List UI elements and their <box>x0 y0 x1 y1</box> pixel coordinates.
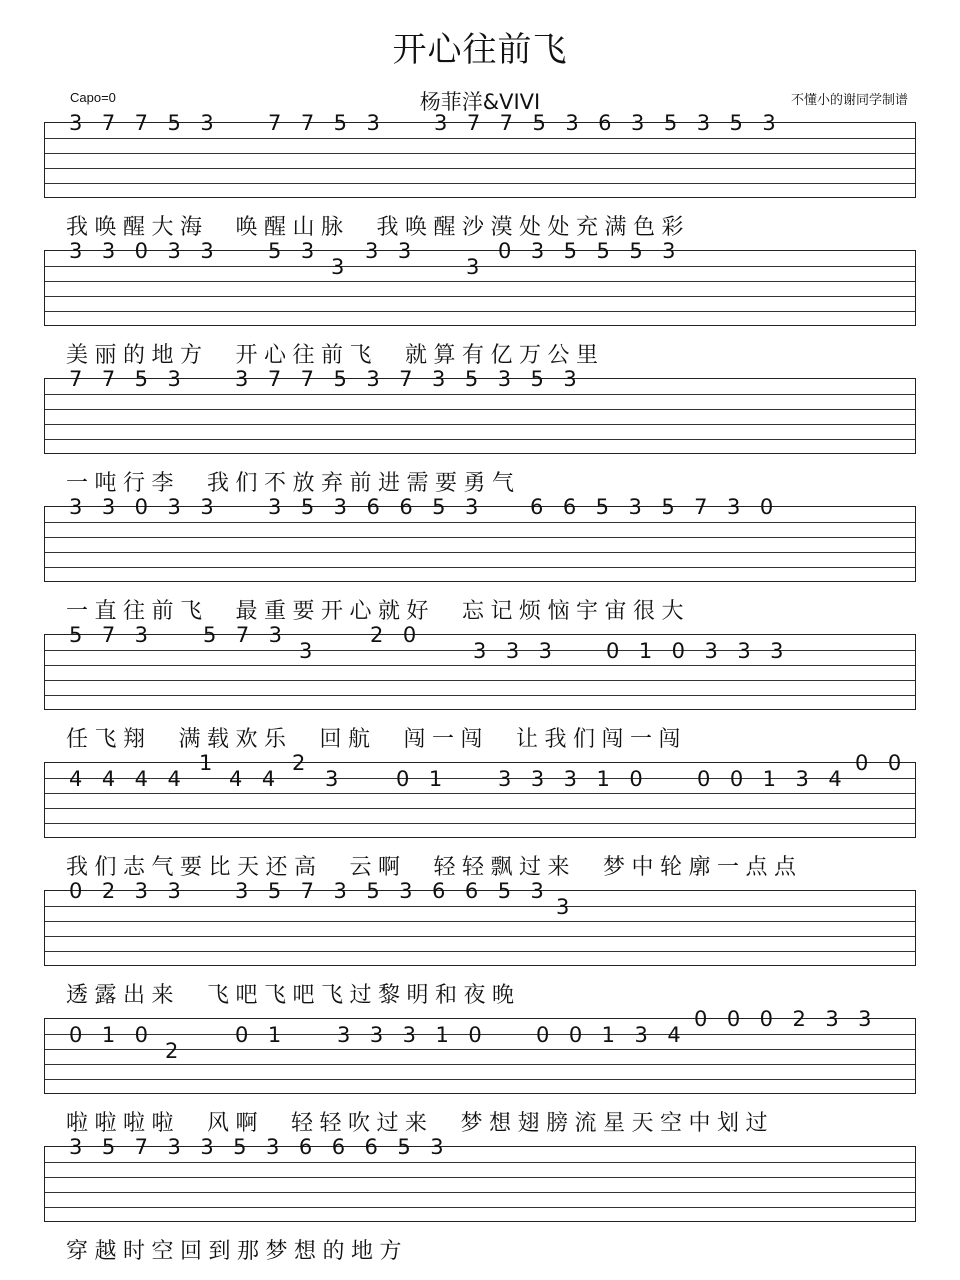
tab-numbers: 3 3 0 3 3 <box>69 239 221 263</box>
lyric-line: 一直往前飞 最重要开心就好 忘记烦恼宇宙很大 <box>66 599 690 624</box>
tab-numbers: 3 3 <box>365 239 418 263</box>
tab-numbers: 5 7 3 <box>203 623 289 647</box>
tab-numbers: 0 0 <box>855 751 908 775</box>
tab-numbers: 0 1 <box>235 1023 288 1047</box>
tab-number: 3 <box>556 895 570 919</box>
tab-numbers: 6 6 5 3 5 7 3 0 <box>530 495 780 519</box>
tab-numbers: 3 5 7 3 5 3 6 6 5 3 <box>235 879 551 903</box>
tab-numbers: 0 1 <box>396 767 449 791</box>
song-title: 开心往前飞 <box>392 30 568 70</box>
tab-numbers: 5 3 <box>268 239 321 263</box>
tab-numbers: 0 0 1 3 4 <box>697 767 849 791</box>
lyric-line: 我们志气要比天还高 云啊 轻轻飘过来 梦中轮廓一点点 <box>66 855 803 880</box>
tab-number: 3 <box>331 255 345 279</box>
tab-numbers: 3 7 7 5 3 6 3 5 3 5 3 <box>434 111 783 135</box>
tab-numbers: 2 0 <box>370 623 423 647</box>
tab-numbers: 3 5 3 6 6 5 3 <box>268 495 485 519</box>
tab-number: 2 <box>165 1039 179 1063</box>
tab-number: 3 <box>325 767 339 791</box>
tab-numbers: 0 3 5 5 5 3 <box>498 239 682 263</box>
tab-numbers: 7 7 5 3 <box>268 111 387 135</box>
tab-numbers: 0 1 0 3 3 3 <box>606 639 790 663</box>
lyric-line: 一吨行李 我们不放弃前进需要勇气 <box>66 471 521 496</box>
lyric-line: 透露出来 飞吧飞吧飞过黎明和夜晚 <box>66 983 521 1008</box>
tab-numbers: 3 3 3 <box>473 639 559 663</box>
lyric-line: 美丽的地方 开心往前飞 就算有亿万公里 <box>66 343 605 368</box>
tab-numbers: 0 0 0 2 3 3 <box>694 1007 878 1031</box>
tab-numbers: 3 3 0 3 3 <box>69 495 221 519</box>
capo-label: Capo=0 <box>70 90 116 105</box>
tab-numbers: 0 2 3 3 <box>69 879 188 903</box>
artist-name: 杨菲洋&VIVI <box>419 90 541 114</box>
tab-numbers: 5 7 3 <box>69 623 155 647</box>
tab-numbers: 0 0 1 3 4 <box>536 1023 688 1047</box>
tab-number: 2 <box>292 751 306 775</box>
lyric-line: 任飞翔 满载欢乐 回航 闯一闯 让我们闯一闯 <box>66 727 687 752</box>
tab-number: 3 <box>299 639 313 663</box>
tab-numbers: 7 7 5 3 <box>69 367 188 391</box>
tab-numbers: 4 4 4 4 <box>69 767 188 791</box>
lyric-line: 穿越时空回到那梦想的地方 <box>66 1239 409 1264</box>
tab-numbers: 4 4 <box>229 767 282 791</box>
tab-numbers: 3 7 7 5 3 7 3 5 3 5 3 <box>235 367 584 391</box>
lyric-line: 我唤醒大海 唤醒山脉 我唤醒沙漠处处充满色彩 <box>66 215 690 240</box>
credit-text: 不懂小的谢同学制谱 <box>790 93 908 108</box>
tab-numbers: 3 5 7 3 3 5 3 6 6 6 5 3 <box>69 1135 450 1159</box>
tab-number: 3 <box>466 255 480 279</box>
tab-numbers: 3 3 3 1 0 <box>337 1023 489 1047</box>
lyric-line: 啦啦啦啦 风啊 轻轻吹过来 梦想翅膀流星天空中划过 <box>66 1111 774 1136</box>
tab-numbers: 3 3 3 1 0 <box>498 767 650 791</box>
tab-numbers: 3 7 7 5 3 <box>69 111 221 135</box>
tab-numbers: 0 1 0 <box>69 1023 155 1047</box>
tab-number: 1 <box>199 751 213 775</box>
